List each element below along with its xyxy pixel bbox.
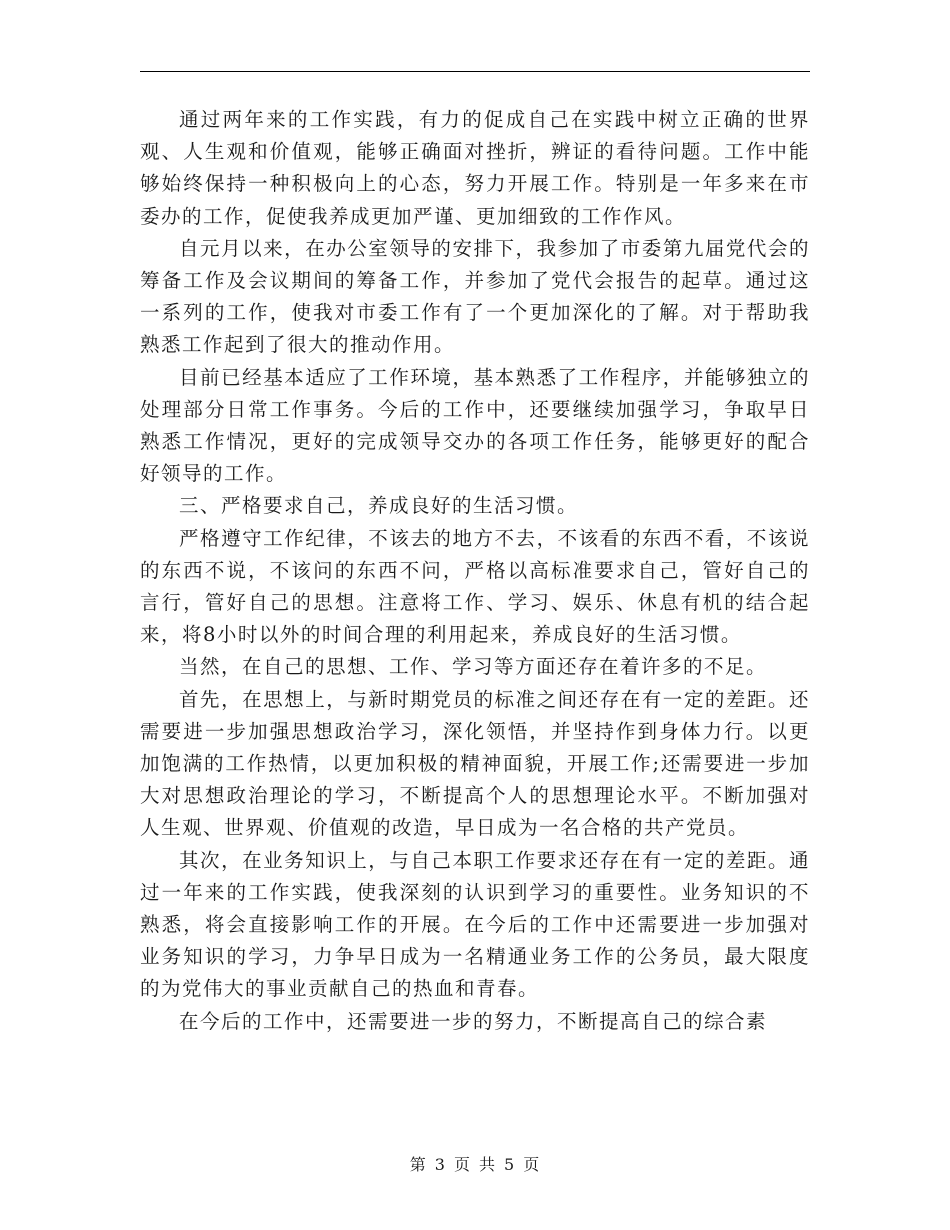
paragraph: 目前已经基本适应了工作环境，基本熟悉了工作程序，并能够独立的处理部分日常工作事务。今后的工作中，还要继续加强学习，争取早日熟悉工作情况，更好的完成领导交办的各项工作任务，能够更好的配合好领导的工作。 [140,365,810,486]
footer-prefix: 第 [409,1155,427,1174]
paragraph: 在今后的工作中，还需要进一步的努力，不断提高自己的综合素 [179,1009,768,1033]
footer-page-word: 页 [453,1155,471,1174]
paragraph: 当然，在自己的思想、工作、学习等方面还存在着许多的不足。 [179,655,768,679]
paragraph: 严格遵守工作纪律，不该去的地方不去，不该看的东西不看，不该说的东西不说，不该问的东西不问，严格以高标准要求自己，管好自己的言行，管好自己的思想。注意将工作、学习、娱乐、休息有机的结合起来，将8小时以外的时间合理的利用起来，养成良好的生活习惯。 [140,526,810,647]
page-footer [0,1152,950,1175]
paragraph: 其次，在业务知识上，与自己本职工作要求还存在有一定的差距。通过一年来的工作实践，使我深刻的认识到学习的重要性。业务知识的不熟悉，将会直接影响工作的开展。在今后的工作中还需要进一步加强对业务知识的学习，力争早日成为一名精通业务工作的公务员，最大限度的为党伟大的事业贡献自己的热血和青春。 [140,848,810,1001]
footer-total-pages: 5 [504,1155,516,1174]
footer-current-page: 3 [434,1155,446,1174]
footer-suffix: 页 [523,1155,541,1174]
paragraph: 通过两年来的工作实践，有力的促成自己在实践中树立正确的世界观、人生观和价值观，能够正确面对挫折，辨证的看待问题。工作中能够始终保持一种积极向上的心态，努力开展工作。特别是一年多来在市委办的工作，促使我养成更加严谨、更加细致的工作作风。 [140,108,810,228]
body-text [140,104,810,1038]
footer-total-word: 共 [479,1155,497,1174]
paragraph: 首先，在思想上，与新时期党员的标准之间还存在有一定的差距。还需要进一步加强思想政治学习，深化领悟，并坚持作到身体力行。以更加饱满的工作热情，以更加积极的精神面貌，开展工作;还需要进一步加大对思想政治理论的学习，不断提高个人的思想理论水平。不断加强对人生观、世界观、价值观的改造，早日成为一名合格的共产党员。 [140,687,810,840]
paragraph: 自元月以来，在办公室领导的安排下，我参加了市委第九届党代会的筹备工作及会议期间的筹备工作，并参加了党代会报告的起草。通过这一系列的工作，使我对市委工作有了一个更加深化的了解。对于帮助我熟悉工作起到了很大的推动作用。 [140,236,810,357]
section-heading: 三、严格要求自己，养成良好的生活习惯。 [179,494,579,518]
header-rule [140,71,810,72]
